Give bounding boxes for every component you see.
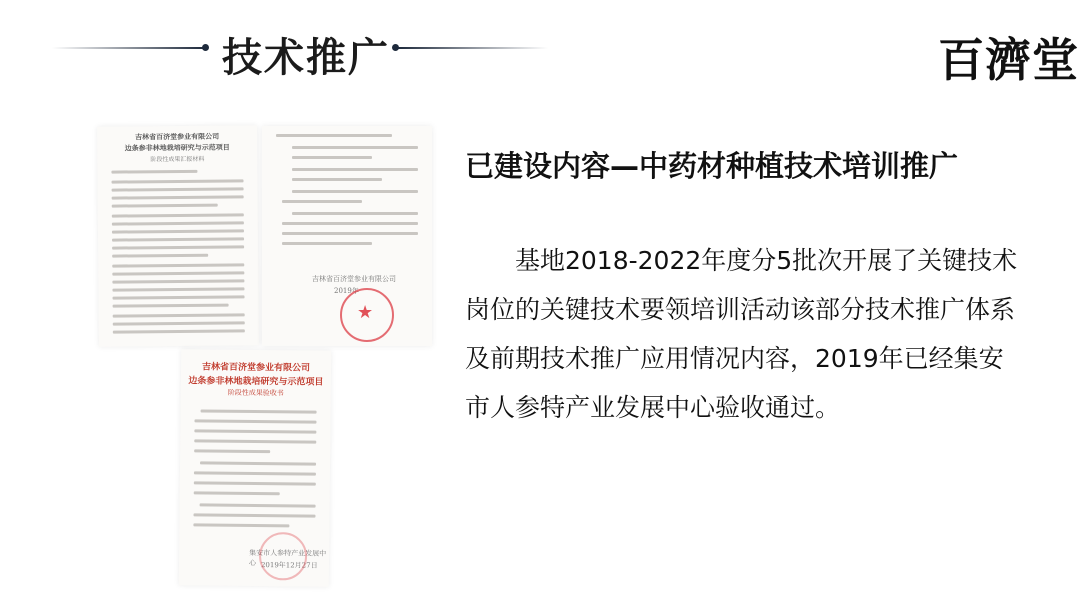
section-heading: 已建设内容—中药材种植技术培训推广 <box>465 149 959 183</box>
seal-star-icon: ★ <box>357 302 374 323</box>
doc-title-project: 边条参非林地栽培研究与示范项目 <box>124 142 230 153</box>
header-right-line <box>398 47 548 49</box>
body-paragraph <box>465 236 1025 432</box>
cert-subtitle: 阶段性成果验收书 <box>227 388 284 398</box>
cert-title-company: 吉林省百济堂参业有限公司 <box>201 362 311 374</box>
cert-signature: 集安市人参特产业发展中心 <box>248 548 327 568</box>
page-title: 技术推广 <box>222 35 390 81</box>
document-image-report <box>97 125 259 346</box>
brand-logo: 百濟堂 <box>938 33 1079 87</box>
header-left-dot <box>202 44 209 51</box>
cert-title-project: 边条参非林地栽培研究与示范项目 <box>188 376 324 388</box>
cert-date: 2019年12月27日 <box>260 561 318 570</box>
document-image-certificate <box>179 349 331 587</box>
cert-seal-stamp <box>259 532 308 581</box>
doc-title-company: 吉林省百济堂参业有限公司 <box>135 131 220 142</box>
paragraph-text: 基地2018-2022年度分5批次开展了关键技术岗位的关键技术要领培训活动该部分技术推广体系及前期技术推广应用情况内容，2019年已经集安市人参特产业发展中心验收通过。 <box>465 246 1018 422</box>
document-image-report-page2 <box>262 126 432 346</box>
doc-top-date: 2019年 <box>334 287 359 295</box>
doc-subtitle: 阶段性成果汇报材料 <box>150 155 205 164</box>
header-left-line <box>52 47 204 49</box>
doc-top-signature: 吉林省百济堂参业有限公司 <box>312 275 396 283</box>
